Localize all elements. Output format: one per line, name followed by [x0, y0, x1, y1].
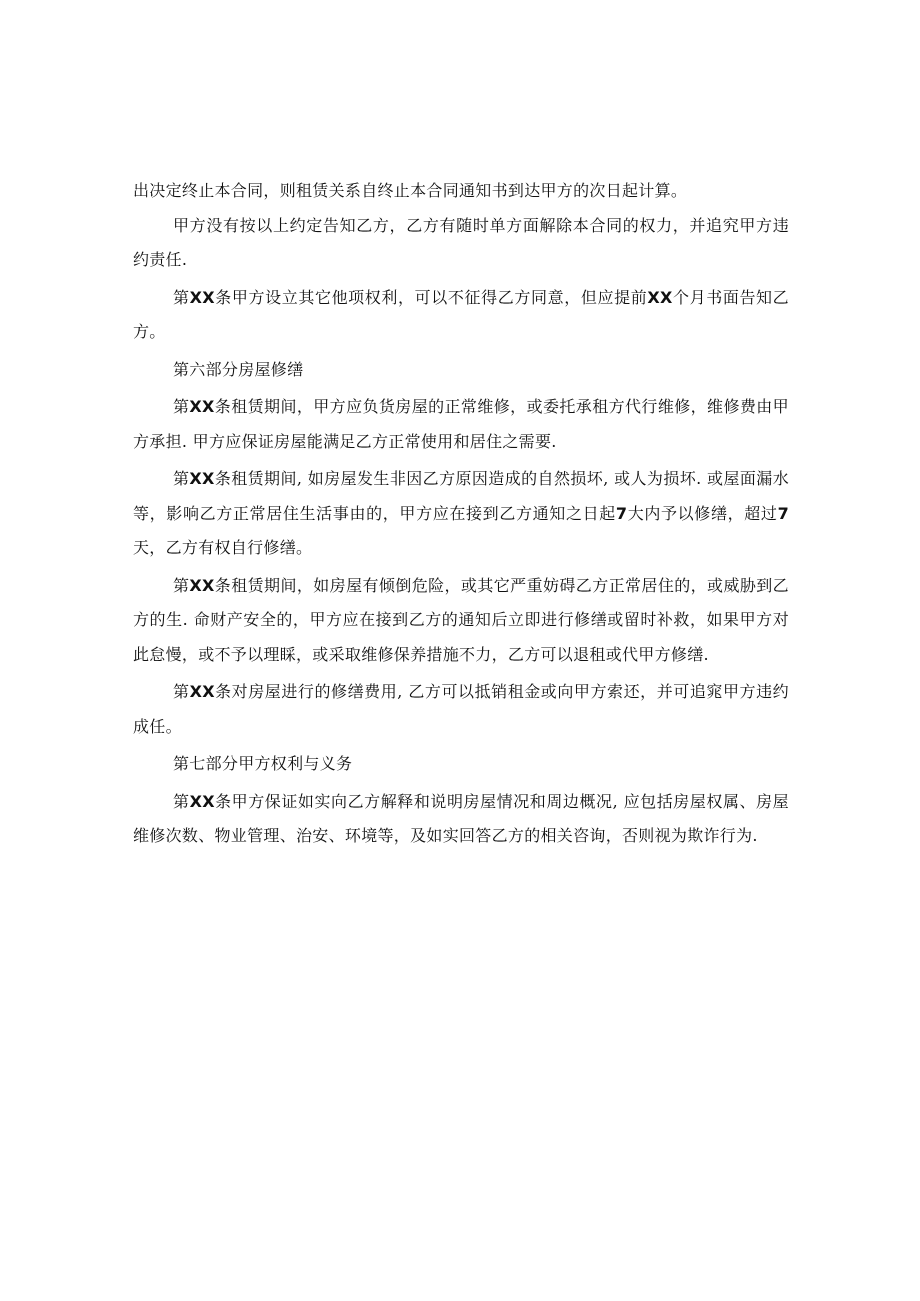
- text-run: 天，乙方有权自行修缮。: [133, 538, 313, 557]
- text-run: 条甲方设立其它他项权利，可以不征得乙方同意，但应提前: [214, 287, 648, 307]
- text-run: 条租赁期间，如房屋有倾倒危险，或其它严重妨碍乙方正常居住的，或威胁到乙方的生. 命财产安全的，甲方应在接到乙方的通知后立即进行修缮或留时补救，如果甲方对此怠慢，或不予以理睬，或采取维修保养措施不力，乙方可以退租或代甲方修缮.: [133, 575, 789, 664]
- text-run: 第: [173, 397, 190, 416]
- article-number: XX: [189, 469, 215, 488]
- text-run: 第: [173, 575, 190, 595]
- text-run: 甲方没有按以上约定告知乙方，乙方有随时单方面解除本合同的权力，并追究甲方违约责任.: [133, 215, 789, 269]
- paragraph-normal-maintenance: [133, 390, 789, 459]
- section-heading: 第六部分房屋修缮: [173, 359, 304, 379]
- text-run: 条租赁期间，甲方应负货房屋的正常维修，或委托承租方代行维修，维修费由甲方承担. 甲方应保证房屋能满足乙方正常使用和居住之需要.: [133, 397, 789, 451]
- article-number: XX: [189, 287, 215, 307]
- article-number: XX: [189, 575, 215, 595]
- text-run: 条甲方保证如实向乙方解释和说明房屋情况和周边概况, 应包括房屋权属、房屋维修次数、物业管理、治安、环境等，及如实回答乙方的相关咨询，否则视为欺诈行为.: [133, 791, 789, 845]
- paragraph-natural-damage: [133, 462, 789, 566]
- text-run: 个月书面告知乙方。: [133, 287, 789, 341]
- paragraph-other-rights: [133, 281, 789, 350]
- paragraph-notify-breach: [133, 209, 789, 278]
- days-number: 7: [615, 503, 628, 523]
- section-heading-landlord-rights: [133, 747, 789, 782]
- document-body: [133, 174, 789, 854]
- text-run: 条租赁期间, 如房屋发生非因乙方原因造成的自然损坏, 或人为损坏. 或屋面漏水等，影响乙方正常居住生活事由的，甲方应在接到乙方通知之日起: [133, 469, 789, 523]
- article-number: XX: [189, 682, 215, 701]
- months-placeholder: XX: [647, 287, 673, 307]
- paragraph-repair-costs: [133, 675, 789, 744]
- text-run: 出决定终止本合同，则租赁关系自终止本合同通知书到达甲方的次日起计算。: [133, 181, 688, 200]
- text-run: 第: [173, 469, 190, 488]
- paragraph-disclosure: [133, 785, 789, 854]
- text-run: 第: [173, 791, 190, 811]
- section-heading-repairs: [133, 353, 789, 388]
- article-number: XX: [189, 791, 215, 811]
- section-heading: 第七部分甲方权利与义务: [173, 754, 353, 773]
- article-number: XX: [189, 397, 215, 416]
- paragraph-collapse-danger: [133, 569, 789, 673]
- text-run: 第: [173, 682, 190, 701]
- paragraph-termination-date: [133, 174, 789, 209]
- text-run: 大内予以修缮，超过: [627, 503, 778, 523]
- text-run: 第: [173, 287, 190, 307]
- days-number: 7: [777, 503, 789, 523]
- text-run: 条对房屋进行的修缮费用, 乙方可以抵销租金或向甲方索还，并可追窕甲方违约成任。: [133, 682, 789, 736]
